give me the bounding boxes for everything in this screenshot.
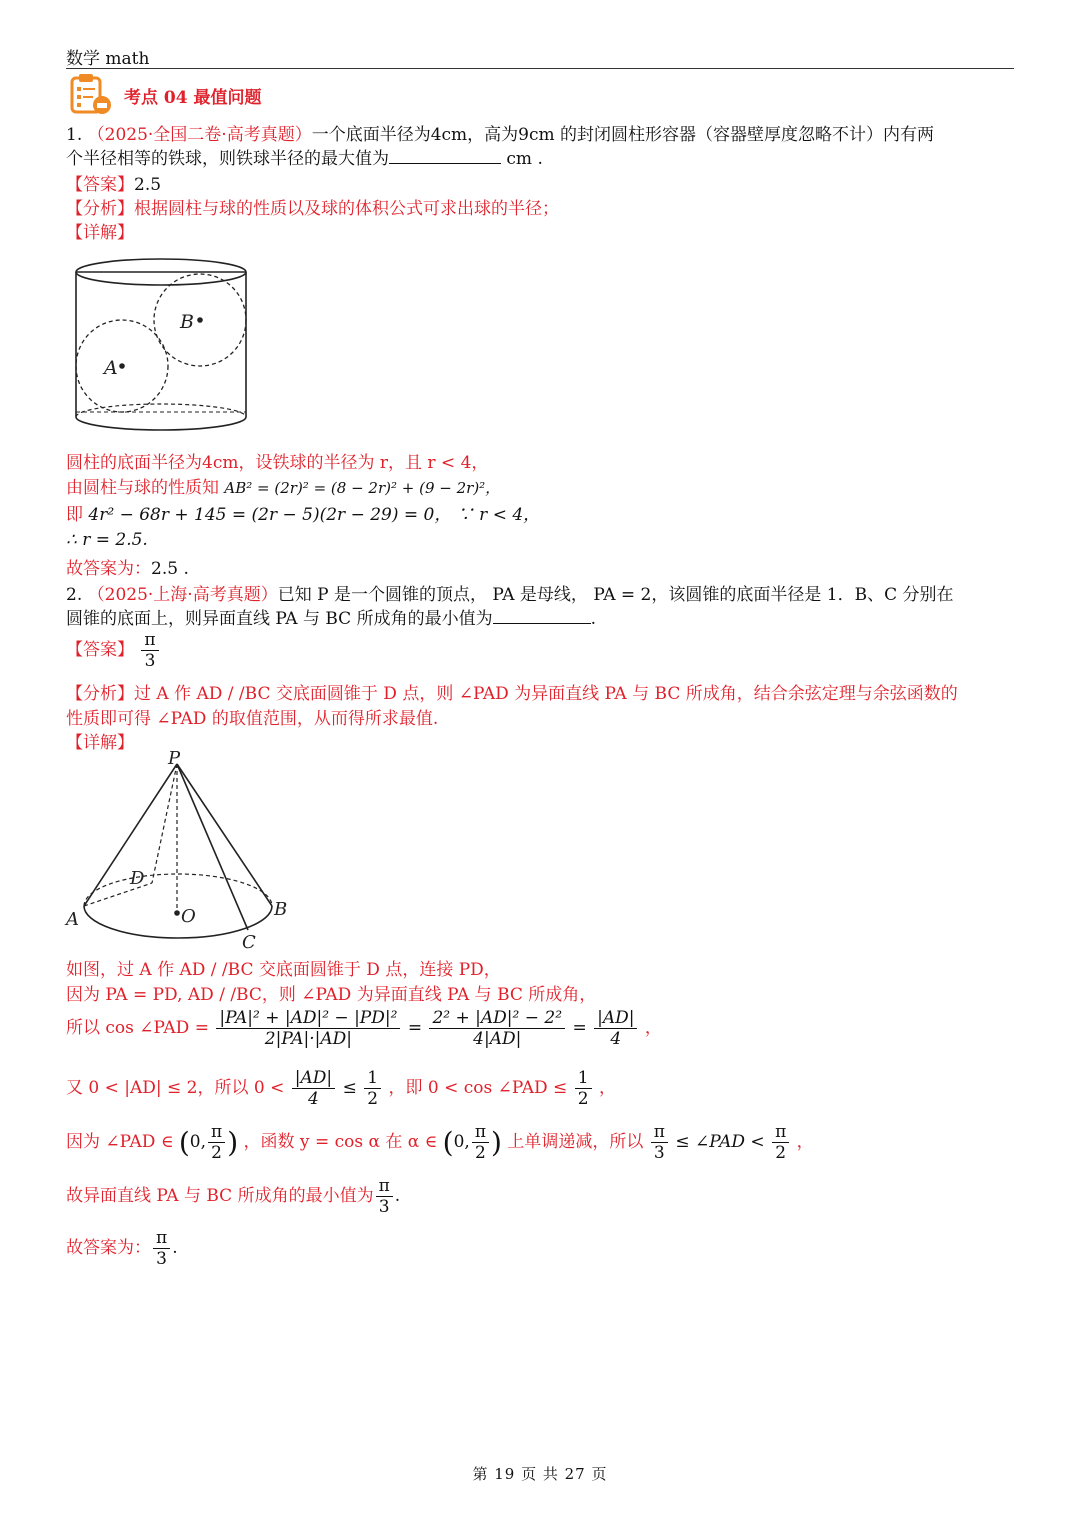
q1-sol-5: [66, 554, 189, 579]
q2-sol-3-pre: 所以 cos ∠PAD =: [66, 1018, 215, 1038]
q2-sol-4-end: ，: [598, 1078, 616, 1098]
q2-sol-4-frac-1: [292, 1068, 335, 1109]
q2-sol-5-frac-3-num: π: [651, 1122, 668, 1143]
q1-unit: cm .: [506, 149, 543, 169]
q2-detail-label: 【详解】: [66, 733, 134, 753]
q2-sol-3-frac-1-den: 2|PA|·|AD|: [264, 1029, 352, 1049]
q2-sol-7: [66, 1228, 178, 1269]
q1-line-2: [66, 144, 543, 169]
q1-sol-1: 圆柱的底面半径为4cm，设铁球的半径为 r，且 r < 4，: [66, 453, 489, 473]
q2-sol-4-frac-1-num: |AD|: [292, 1068, 335, 1089]
q1-sol-3: [66, 500, 540, 525]
q2-sol-5-frac-4-den: 2: [775, 1143, 787, 1163]
q1-text-b: 个半径相等的铁球，则铁球半径的最大值为: [66, 149, 389, 169]
q2-sol-6: [66, 1176, 400, 1217]
q2-sol-3-frac-3-num: |AD|: [594, 1008, 637, 1029]
q1-sol-5-value: 2.5 .: [151, 559, 189, 579]
q1-analysis-label: 【分析】: [66, 199, 134, 219]
q2-sol-4-b: ≤: [342, 1078, 357, 1098]
q2-sol-5-frac-1: [208, 1122, 225, 1163]
q2-sol-5-c: 上单调递减，所以: [507, 1132, 644, 1152]
q2-sol-7-end: .: [172, 1238, 178, 1258]
q2-sol-7-frac-den: 3: [156, 1249, 167, 1269]
q2-sol-5-frac-4: [772, 1122, 789, 1163]
q2-sol-7-frac-num: π: [153, 1228, 170, 1249]
q2-analysis-1: [66, 679, 958, 704]
q1-sol-2: [66, 473, 500, 498]
q2-sol-4-frac-3-den: 2: [577, 1089, 589, 1109]
section-title: 考点 04 最值问题: [124, 88, 262, 108]
q2-sol-5-paren-open-1: (: [178, 1126, 190, 1159]
q2-sol-5-frac-3-den: 3: [653, 1143, 665, 1163]
q1-source: （2025·全国二卷·高考真题）: [87, 125, 312, 145]
q1-answer-value: 2.5: [134, 175, 162, 195]
q2-sol-3-eq-2: =: [572, 1018, 587, 1038]
q2-sol-4-frac-2-den: 2: [367, 1089, 379, 1109]
cone-label-b: B: [274, 899, 288, 920]
q2-source: （2025·上海·高考真题）: [87, 585, 278, 605]
q2-sol-4-frac-3-num: 1: [575, 1068, 592, 1089]
q2-sol-3-frac-2: [429, 1008, 565, 1049]
q2-sol-5-frac-3: [651, 1122, 668, 1163]
sphere-label-b: B: [180, 311, 194, 333]
q2-sol-3-frac-2-num: 2² + |AD|² − 2²: [429, 1008, 565, 1029]
sphere-label-a: A: [104, 357, 118, 379]
q2-sol-3-frac-3-den: 4: [610, 1029, 622, 1049]
q2-answer-num: π: [144, 630, 156, 650]
q1-answer: [66, 170, 161, 195]
q2-line-1: [66, 580, 953, 605]
q2-sol-4-c: ，即 0 < cos ∠PAD ≤: [388, 1078, 568, 1098]
q2-sol-4-frac-2: [364, 1068, 381, 1109]
cone-label-d: D: [130, 868, 145, 889]
q1-sol-2-math: AB² = (2r)² = (8 − 2r)² + (9 − 2r)²，: [224, 479, 501, 497]
q1-text-a: 一个底面半径为4cm，高为9cm 的封闭圆柱形容器（容器壁厚度忽略不计）内有两: [311, 125, 935, 145]
q2-sol-6-text: 故异面直线 PA 与 BC 所成角的最小值为: [66, 1186, 374, 1206]
q1-sol-3-math: 4r² − 68r + 145 = (2r − 5)(2r − 29) = 0， ∵ r < 4，: [88, 505, 541, 525]
q2-text-b: 圆锥的底面上，则异面直线 PA 与 BC 所成角的最小值为: [66, 609, 493, 629]
q2-sol-4-frac-1-den: 4: [308, 1089, 319, 1109]
q2-text-b-end: .: [590, 609, 596, 629]
q2-sol-4-frac-3: [575, 1068, 592, 1109]
q2-sol-4-a: 又 0 < |AD| ≤ 2，所以 0 <: [66, 1078, 285, 1098]
q2-text-a: 已知 P 是一个圆锥的顶点， PA 是母线， PA = 2，该圆锥的底面半径是 1．B、C 分别在: [277, 585, 954, 605]
q2-sol-5-int-1: 0,: [189, 1132, 206, 1152]
q2-sol-6-frac-num: π: [376, 1176, 393, 1197]
header-divider: [66, 68, 1014, 69]
q2-sol-6-frac-den: 3: [378, 1197, 390, 1217]
q1-analysis: [66, 194, 559, 219]
q2-sol-5-end: ，: [796, 1132, 814, 1152]
cylinder-figure: [66, 242, 256, 442]
q1-line-1: [66, 120, 934, 145]
q2-sol-6-end: .: [394, 1186, 401, 1206]
q2-sol-3-eq-1: =: [407, 1018, 423, 1038]
q2-sol-5-b: ，函数 y = cos α 在 α ∈: [243, 1132, 438, 1152]
q2-sol-5-frac-2-den: 2: [474, 1143, 486, 1163]
q2-sol-7-text: 故答案为：: [66, 1238, 151, 1258]
q2-sol-5: [66, 1122, 814, 1163]
cone-label-a: A: [66, 909, 79, 930]
q2-sol-3: [66, 1008, 662, 1049]
clipboard-icon: [66, 72, 114, 116]
q2-answer-label: 【答案】: [66, 640, 134, 660]
q1-sol-5-text: 故答案为：: [66, 559, 151, 579]
q2-sol-3-end: ，: [644, 1018, 662, 1038]
q2-sol-3-frac-1-num: |PA|² + |AD|² − |PD|²: [216, 1008, 400, 1029]
cone-label-c: C: [242, 932, 256, 953]
q2-sol-5-frac-2-num: π: [472, 1122, 489, 1143]
q2-sol-5-int-2: 0,: [453, 1132, 470, 1152]
q1-sol-4: ∴ r = 2.5.: [66, 530, 148, 550]
q2-sol-5-frac-4-num: π: [772, 1122, 789, 1143]
cone-label-p: P: [168, 748, 181, 769]
page-footer: 第 19 页 共 27 页: [472, 1465, 608, 1483]
q2-answer-den: 3: [141, 650, 158, 671]
q2-analysis-label: 【分析】: [66, 684, 134, 704]
q2-sol-5-frac-1-den: 2: [211, 1143, 222, 1163]
q2-analysis-a: 过 A 作 AD / /BC 交底面圆锥于 D 点，则 ∠PAD 为异面直线 PA 与 BC 所成角，结合余弦定理与余弦函数的: [134, 684, 958, 704]
cone-figure: [60, 748, 300, 953]
q2-sol-3-frac-3: [594, 1008, 637, 1049]
q2-answer-fraction: [141, 630, 158, 671]
q1-sol-3-text: 即: [66, 505, 89, 525]
q2-sol-4: [66, 1068, 616, 1109]
q2-sol-5-frac-2: [472, 1122, 489, 1163]
q2-blank: [493, 607, 591, 624]
q2-sol-5-frac-1-num: π: [208, 1122, 225, 1143]
q1-number: 1.: [66, 125, 83, 145]
q2-sol-7-frac: [153, 1228, 170, 1269]
q2-number: 2.: [66, 585, 83, 605]
page-header: 数学 math: [66, 49, 150, 69]
q2-line-2: [66, 604, 596, 629]
q2-sol-5-paren-close-2: ): [491, 1126, 502, 1159]
q1-analysis-text: 根据圆柱与球的性质以及球的体积公式可求出球的半径；: [134, 199, 559, 219]
q2-sol-1: 如图，过 A 作 AD / /BC 交底面圆锥于 D 点，连接 PD，: [66, 960, 501, 980]
q2-analysis-2: 性质即可得 ∠PAD 的取值范围，从而得所求最值.: [66, 709, 439, 729]
q2-sol-4-frac-2-num: 1: [364, 1068, 381, 1089]
q2-sol-5-d: ≤ ∠PAD <: [675, 1132, 765, 1152]
q2-sol-5-a: 因为 ∠PAD ∈: [66, 1132, 174, 1152]
q1-detail-label: 【详解】: [66, 223, 134, 243]
q2-sol-5-paren-close-1: ): [227, 1126, 239, 1159]
cone-label-o: O: [181, 906, 196, 927]
q1-blank: [389, 147, 501, 164]
q2-sol-5-paren-open-2: (: [442, 1126, 454, 1159]
q2-answer: [66, 630, 161, 671]
q2-sol-6-frac: [376, 1176, 393, 1217]
q2-sol-3-frac-2-den: 4|AD|: [473, 1029, 522, 1049]
q2-sol-3-frac-1: [216, 1008, 400, 1049]
q1-sol-2-text: 由圆柱与球的性质知: [66, 478, 225, 498]
q2-sol-2: 因为 PA = PD, AD / /BC，则 ∠PAD 为异面直线 PA 与 BC 所成角，: [66, 985, 597, 1005]
q1-answer-label: 【答案】: [66, 175, 134, 195]
